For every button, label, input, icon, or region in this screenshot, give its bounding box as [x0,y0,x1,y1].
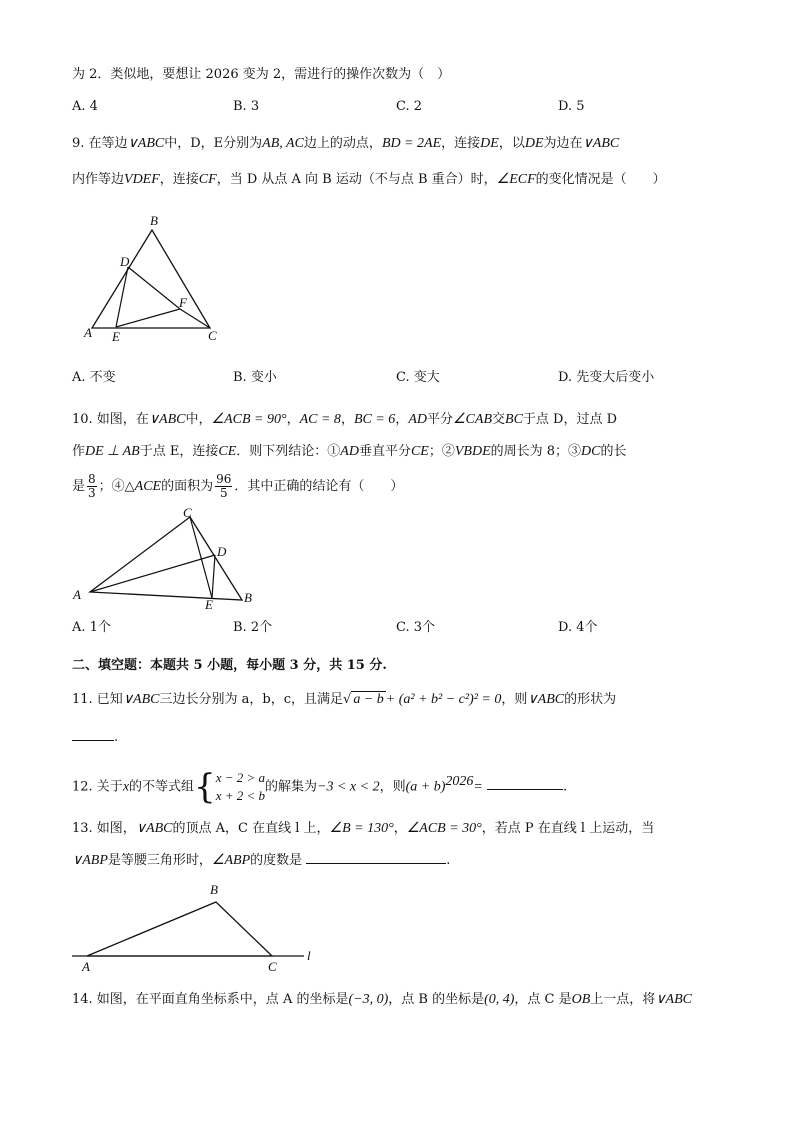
q8-tail: 为 2．类似地，要想让 2026 变为 2，需进行的操作次数为（ ） [72,67,451,82]
q8-option-b[interactable]: B. 3 [233,99,260,114]
q10-option-b[interactable]: B. 2个 [233,620,273,635]
q13-label-b: B [210,882,218,897]
q13-line-1: 13. 如图，∨ABC的顶点 A，C 在直线 l 上，∠B = 130°，∠ACB = 30°，若点 P 在直线 l 上运动，当 [72,821,655,836]
q13-label-l: l [307,948,311,963]
section-heading-fill-in: 二、填空题：本题共 5 小题，每小题 3 分，共 15 分. [72,658,387,673]
q12-answer-blank[interactable] [487,789,563,790]
q9-option-a[interactable]: A. 不变 [72,370,116,385]
q10-label-b: B [244,590,252,605]
q9-line-2: 内作等边VDEF，连接CF，当 D 从点 A 向 B 运动（不与点 B 重合）时，∠ECF的变化情况是（ ） [72,172,666,187]
q9-option-b[interactable]: B. 变小 [233,370,277,385]
q10-line-2: 作DE ⊥ AB于点 E，连接CE．则下列结论：①AD垂直平分CE；②VBDE的周长为 8；③DC的长 [72,444,627,459]
q11-line-2: . [72,728,118,748]
q13-figure [66,878,326,978]
q9-label-a: A [84,325,92,340]
brace-icon: { [194,766,216,807]
q9-label-e: E [112,329,120,344]
q8-option-a[interactable]: A. 4 [72,99,98,114]
q10-figure [70,505,270,615]
q9-label-c: C [208,328,217,343]
q10-label-e: E [205,597,213,612]
inequality-system: x − 2 > a x + 2 < b [215,769,266,803]
q13-line-2: ∨ABP是等腰三角形时，∠ABP的度数是 . [72,853,451,868]
q14-line-1: 14. 如图，在平面直角坐标系中，点 A 的坐标是(−3, 0)，点 B 的坐标是(0, 4)，点 C 是OB上一点，将∨ABC [72,992,693,1007]
fraction-96-5: $\frac{96}{5}$ [216,472,232,500]
q10-option-c[interactable]: C. 3个 [396,620,436,635]
q11-line-1: 11. 已知∨ABC三边长分别为 a，b，c，且满足√ a − b + (a² + b² − c²)² = 0，则∨ABC的形状为 [72,692,617,707]
q9-option-c[interactable]: C. 变大 [396,370,440,385]
q9-line-1: 9. 在等边∨ABC中，D，E分别为AB, AC边上的动点，BD = 2AE，连接DE，以DE为边在∨ABC [72,136,620,151]
q10-label-a: A [73,587,81,602]
q10-label-d: D [217,544,227,559]
fraction-8-3: $\frac{8}{3}$ [88,472,96,500]
q8-option-c[interactable]: C. 2 [396,99,423,114]
q10-line-3: 是 $\frac{8}{3}$ ；④△ACE的面积为 $\frac{96}{5}$ ．其中正确的结论有（ ） [72,472,404,500]
q11-answer-blank[interactable] [72,740,114,741]
q9-figure [80,210,230,350]
q13-label-c: C [268,959,277,974]
q12-line: 12. 关于x的不等式组{ x − 2 > a x + 2 < b 的解集为−3 < x < 2，则$(a + b)^{2026}=$ . [72,766,568,807]
q9-label-f: F [179,295,187,310]
q9-label-d: D [120,254,130,269]
q10-option-d[interactable]: D. 4个 [558,620,598,635]
q13-answer-blank[interactable] [306,863,446,864]
q9-option-d[interactable]: D. 先变大后变小 [558,370,655,385]
q10-label-c: C [183,505,192,520]
q9-label-b: B [150,213,158,228]
q13-label-a: A [82,959,90,974]
q10-option-a[interactable]: A. 1个 [72,620,111,635]
q8-option-d[interactable]: D. 5 [558,99,585,114]
q10-line-1: 10. 如图，在∨ABC中，∠ACB = 90°，AC = 8，BC = 6，AD平分∠CAB交BC于点 D，过点 D [72,412,618,427]
